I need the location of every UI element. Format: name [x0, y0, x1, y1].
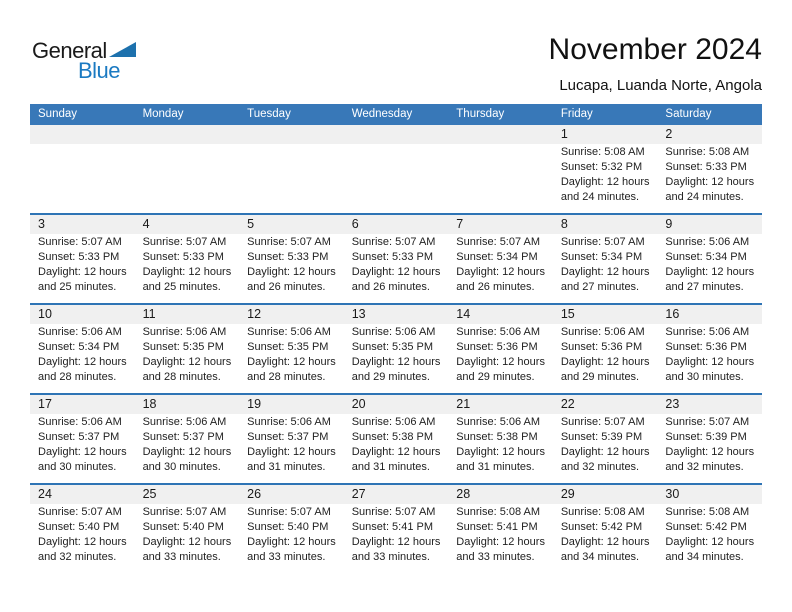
sunset-text: Sunset: 5:39 PM [665, 431, 747, 443]
daylight-text: Daylight: 12 hours and 30 minutes. [142, 446, 232, 473]
daylight-text: Daylight: 12 hours and 30 minutes. [665, 356, 755, 383]
week-row [30, 483, 762, 573]
sunrise-text: Sunrise: 5:06 AM [456, 326, 541, 338]
date-number [344, 125, 449, 144]
sunrise-text: Sunrise: 5:07 AM [456, 236, 541, 248]
sunrise-text: Sunrise: 5:08 AM [560, 506, 645, 518]
sunrise-text: Sunrise: 5:07 AM [142, 236, 227, 248]
sunrise-text: Sunrise: 5:06 AM [351, 326, 436, 338]
sunset-text: Sunset: 5:40 PM [142, 521, 224, 533]
week-body [30, 414, 762, 483]
sunrise-text: Sunrise: 5:07 AM [247, 236, 331, 248]
sunset-text: Sunset: 5:34 PM [456, 251, 538, 263]
sunrise-text: Sunrise: 5:07 AM [665, 416, 750, 428]
date-number: 22 [560, 397, 575, 411]
day-cell [344, 144, 449, 213]
week-body [30, 324, 762, 393]
date-strip [30, 305, 762, 324]
daylight-text: Daylight: 12 hours and 26 minutes. [351, 266, 441, 293]
date-number [448, 125, 553, 144]
sunset-text: Sunset: 5:33 PM [38, 251, 120, 263]
day-cell [344, 234, 449, 303]
sunrise-text: Sunrise: 5:07 AM [38, 236, 122, 248]
sunrise-text: Sunrise: 5:06 AM [456, 416, 541, 428]
date-number: 12 [247, 307, 262, 321]
sunrise-text: Sunrise: 5:06 AM [665, 236, 750, 248]
day-cell [30, 144, 135, 213]
sunset-text: Sunset: 5:38 PM [456, 431, 538, 443]
date-number: 16 [665, 307, 680, 321]
date-number: 15 [560, 307, 575, 321]
daylight-text: Daylight: 12 hours and 29 minutes. [351, 356, 441, 383]
sunrise-text: Sunrise: 5:08 AM [456, 506, 541, 518]
day-cell [448, 504, 553, 573]
day-cell [135, 324, 240, 393]
week-row [30, 125, 762, 213]
sunrise-text: Sunrise: 5:06 AM [351, 416, 436, 428]
day-cell [657, 504, 762, 573]
weekday-label: Friday [560, 108, 593, 120]
daylight-text: Daylight: 12 hours and 27 minutes. [560, 266, 650, 293]
sunrise-text: Sunrise: 5:08 AM [665, 146, 750, 158]
sunset-text: Sunset: 5:40 PM [247, 521, 329, 533]
daylight-text: Daylight: 12 hours and 26 minutes. [247, 266, 336, 293]
day-cell [344, 414, 449, 483]
daylight-text: Daylight: 12 hours and 25 minutes. [38, 266, 127, 293]
day-cell [657, 234, 762, 303]
date-number: 10 [38, 307, 52, 321]
week-row [30, 303, 762, 393]
weekday-label: Wednesday [351, 108, 413, 120]
date-number: 30 [665, 487, 680, 501]
calendar [30, 104, 762, 573]
sunset-text: Sunset: 5:41 PM [351, 521, 434, 533]
sunrise-text: Sunrise: 5:06 AM [247, 416, 331, 428]
logo-triangle-icon [109, 42, 136, 57]
sunset-text: Sunset: 5:37 PM [38, 431, 120, 443]
date-strip [30, 125, 762, 144]
week-body [30, 144, 762, 213]
calendar-grid [30, 125, 762, 573]
sunset-text: Sunset: 5:37 PM [142, 431, 224, 443]
day-cell [657, 414, 762, 483]
sunset-text: Sunset: 5:35 PM [142, 341, 224, 353]
date-number: 6 [351, 217, 359, 231]
date-number [135, 125, 240, 144]
sunrise-text: Sunrise: 5:07 AM [38, 506, 122, 518]
weekday-label: Monday [142, 108, 184, 120]
sunset-text: Sunset: 5:35 PM [351, 341, 434, 353]
date-number: 26 [247, 487, 262, 501]
day-cell [344, 504, 449, 573]
sunset-text: Sunset: 5:37 PM [247, 431, 329, 443]
weekday-label: Thursday [456, 108, 505, 120]
day-cell [30, 414, 135, 483]
day-cell [448, 324, 553, 393]
sunset-text: Sunset: 5:38 PM [351, 431, 434, 443]
weekday-label: Sunday [38, 108, 78, 120]
sunset-text: Sunset: 5:34 PM [560, 251, 643, 263]
date-number: 7 [456, 217, 464, 231]
daylight-text: Daylight: 12 hours and 34 minutes. [665, 536, 755, 563]
day-cell [657, 144, 762, 213]
day-cell [553, 414, 658, 483]
sunset-text: Sunset: 5:33 PM [142, 251, 224, 263]
date-number: 27 [351, 487, 366, 501]
sunrise-text: Sunrise: 5:06 AM [142, 416, 227, 428]
date-number: 28 [456, 487, 471, 501]
week-body [30, 234, 762, 303]
daylight-text: Daylight: 12 hours and 28 minutes. [38, 356, 127, 383]
day-cell [239, 414, 344, 483]
date-number: 13 [351, 307, 366, 321]
date-strip [30, 215, 762, 234]
week-body [30, 504, 762, 573]
date-number: 3 [38, 217, 45, 231]
date-number: 19 [247, 397, 262, 411]
daylight-text: Daylight: 12 hours and 27 minutes. [665, 266, 755, 293]
daylight-text: Daylight: 12 hours and 33 minutes. [247, 536, 336, 563]
day-cell [239, 324, 344, 393]
date-number: 29 [560, 487, 575, 501]
daylight-text: Daylight: 12 hours and 29 minutes. [560, 356, 650, 383]
sunset-text: Sunset: 5:33 PM [665, 161, 747, 173]
date-number: 24 [38, 487, 52, 501]
date-number: 1 [560, 127, 568, 141]
sunset-text: Sunset: 5:36 PM [560, 341, 643, 353]
date-number: 9 [665, 217, 673, 231]
week-row [30, 393, 762, 483]
daylight-text: Daylight: 12 hours and 33 minutes. [142, 536, 232, 563]
date-number: 25 [142, 487, 157, 501]
sunrise-text: Sunrise: 5:06 AM [665, 326, 750, 338]
day-cell [30, 234, 135, 303]
sunset-text: Sunset: 5:36 PM [665, 341, 747, 353]
day-cell [135, 234, 240, 303]
daylight-text: Daylight: 12 hours and 34 minutes. [560, 536, 650, 563]
date-number [239, 125, 344, 144]
day-cell [30, 324, 135, 393]
week-row [30, 213, 762, 303]
day-cell [135, 144, 240, 213]
day-cell [30, 504, 135, 573]
date-number: 20 [351, 397, 366, 411]
day-cell [657, 324, 762, 393]
date-number: 23 [665, 397, 680, 411]
day-cell [344, 324, 449, 393]
sunrise-text: Sunrise: 5:07 AM [560, 416, 645, 428]
sunset-text: Sunset: 5:33 PM [351, 251, 434, 263]
daylight-text: Daylight: 12 hours and 28 minutes. [142, 356, 232, 383]
sunset-text: Sunset: 5:33 PM [247, 251, 329, 263]
sunset-text: Sunset: 5:42 PM [665, 521, 747, 533]
daylight-text: Daylight: 12 hours and 25 minutes. [142, 266, 232, 293]
general-blue-logo [32, 38, 142, 84]
day-cell [135, 504, 240, 573]
sunrise-text: Sunrise: 5:07 AM [247, 506, 331, 518]
sunrise-text: Sunrise: 5:08 AM [665, 506, 750, 518]
date-number: 21 [456, 397, 471, 411]
daylight-text: Daylight: 12 hours and 29 minutes. [456, 356, 545, 383]
daylight-text: Daylight: 12 hours and 32 minutes. [38, 536, 127, 563]
date-number: 2 [665, 127, 673, 141]
day-cell [553, 234, 658, 303]
sunrise-text: Sunrise: 5:06 AM [247, 326, 331, 338]
date-number: 8 [560, 217, 568, 231]
date-strip [30, 485, 762, 504]
date-number: 11 [142, 307, 156, 321]
daylight-text: Daylight: 12 hours and 32 minutes. [560, 446, 650, 473]
date-strip [30, 395, 762, 414]
date-number: 17 [38, 397, 52, 411]
day-cell [239, 234, 344, 303]
weekday-label: Saturday [665, 108, 712, 120]
date-number: 5 [247, 217, 255, 231]
daylight-text: Daylight: 12 hours and 24 minutes. [560, 176, 650, 203]
daylight-text: Daylight: 12 hours and 30 minutes. [38, 446, 127, 473]
sunrise-text: Sunrise: 5:08 AM [560, 146, 645, 158]
sunset-text: Sunset: 5:42 PM [560, 521, 643, 533]
day-cell [553, 504, 658, 573]
day-cell [448, 144, 553, 213]
day-cell [239, 144, 344, 213]
sunrise-text: Sunrise: 5:06 AM [142, 326, 227, 338]
sunrise-text: Sunrise: 5:07 AM [560, 236, 645, 248]
date-number: 18 [142, 397, 157, 411]
logo-blue-text: Blue [78, 58, 121, 83]
day-cell [448, 234, 553, 303]
date-number: 4 [142, 217, 150, 231]
day-cell [553, 324, 658, 393]
daylight-text: Daylight: 12 hours and 33 minutes. [456, 536, 545, 563]
daylight-text: Daylight: 12 hours and 28 minutes. [247, 356, 336, 383]
sunrise-text: Sunrise: 5:07 AM [351, 236, 436, 248]
weekday-label: Tuesday [247, 108, 291, 120]
sunset-text: Sunset: 5:41 PM [456, 521, 538, 533]
page-subtitle: Lucapa, Luanda Norte, Angola [559, 77, 762, 94]
day-cell [448, 414, 553, 483]
sunset-text: Sunset: 5:32 PM [560, 161, 643, 173]
date-number: 14 [456, 307, 471, 321]
sunset-text: Sunset: 5:36 PM [456, 341, 538, 353]
date-number [30, 125, 135, 144]
daylight-text: Daylight: 12 hours and 31 minutes. [351, 446, 441, 473]
day-cell [135, 414, 240, 483]
sunrise-text: Sunrise: 5:06 AM [38, 326, 122, 338]
sunset-text: Sunset: 5:40 PM [38, 521, 120, 533]
daylight-text: Daylight: 12 hours and 31 minutes. [456, 446, 545, 473]
sunrise-text: Sunrise: 5:06 AM [560, 326, 645, 338]
sunrise-text: Sunrise: 5:07 AM [351, 506, 436, 518]
sunset-text: Sunset: 5:35 PM [247, 341, 329, 353]
logo-general-text: General [32, 38, 107, 63]
day-cell [239, 504, 344, 573]
sunset-text: Sunset: 5:34 PM [665, 251, 747, 263]
daylight-text: Daylight: 12 hours and 26 minutes. [456, 266, 545, 293]
daylight-text: Daylight: 12 hours and 33 minutes. [351, 536, 441, 563]
sunrise-text: Sunrise: 5:07 AM [142, 506, 227, 518]
sunrise-text: Sunrise: 5:06 AM [38, 416, 122, 428]
page-title: November 2024 [548, 33, 762, 66]
sunset-text: Sunset: 5:34 PM [38, 341, 120, 353]
day-cell [553, 144, 658, 213]
daylight-text: Daylight: 12 hours and 31 minutes. [247, 446, 336, 473]
calendar-weekday-header [30, 104, 762, 125]
daylight-text: Daylight: 12 hours and 32 minutes. [665, 446, 755, 473]
daylight-text: Daylight: 12 hours and 24 minutes. [665, 176, 755, 203]
sunset-text: Sunset: 5:39 PM [560, 431, 643, 443]
